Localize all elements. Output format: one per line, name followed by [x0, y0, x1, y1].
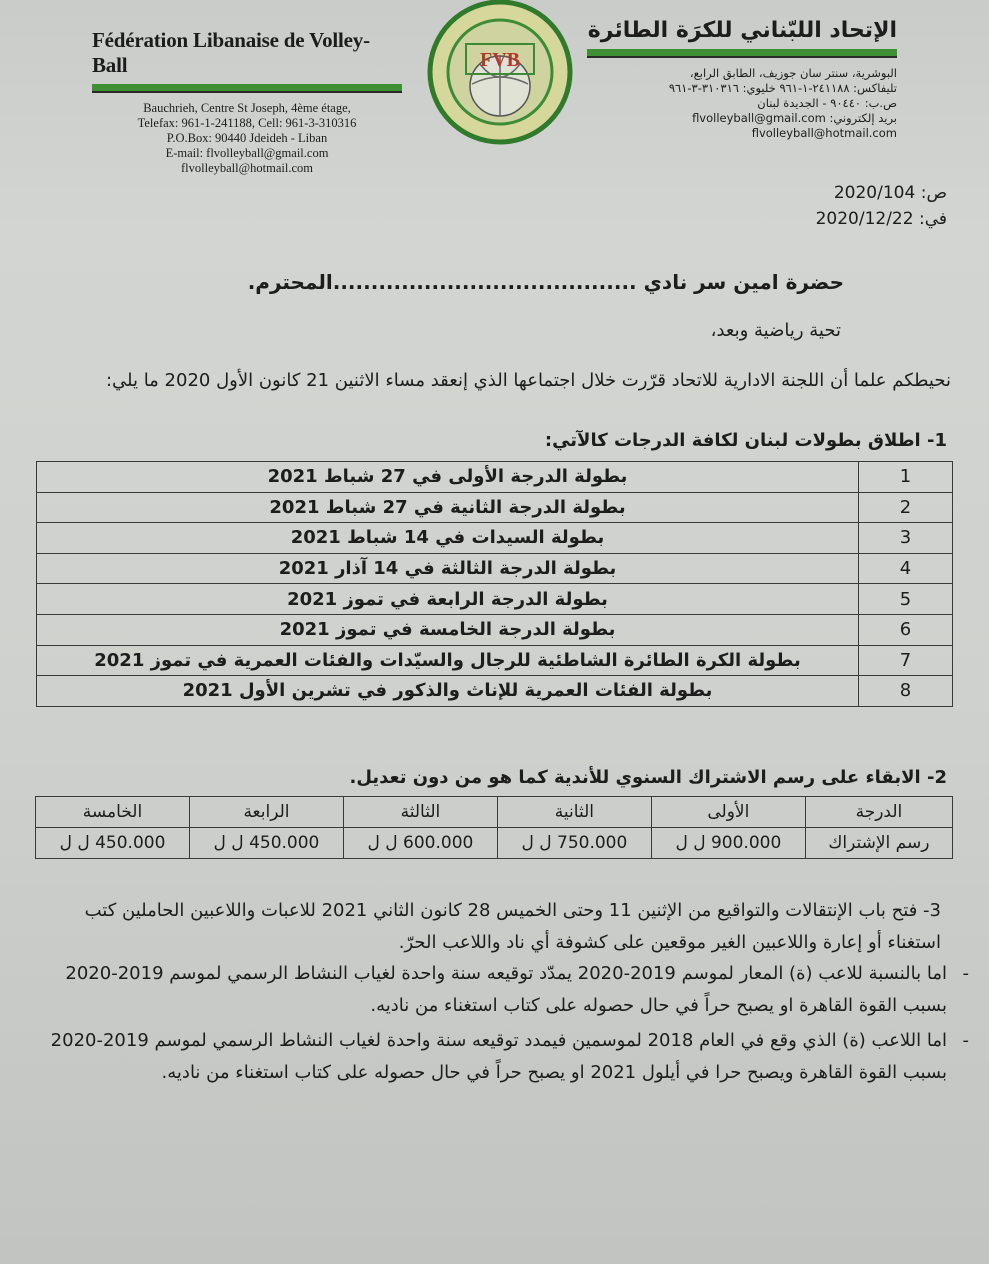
row-number: 8 — [859, 676, 953, 707]
fees-cell: 450.000 ل ل — [189, 828, 343, 859]
pobox-ar: ص.ب: ٩٠٤٤٠ - الجديدة لبنان — [757, 96, 897, 110]
row-number: 6 — [859, 614, 953, 645]
email-label-ar: بريد إلكتروني: — [829, 111, 897, 125]
row-number: 1 — [859, 462, 953, 493]
table-row — [37, 523, 953, 554]
address-fr: Bauchrieh, Centre St Joseph, 4ème étage, — [143, 101, 351, 115]
federation-name-fr: Fédération Libanaise de Volley-Ball — [92, 28, 370, 77]
fees-header-cell: الثانية — [497, 797, 651, 828]
bullet-mark: - — [962, 963, 969, 984]
ref-date: 2020/12/22 — [815, 209, 914, 229]
section2-title: 2- الابقاء على رسم الاشتراك السنوي للأندية كما هو من دون تعديل. — [349, 767, 947, 788]
fees-header-cell: الثالثة — [343, 797, 497, 828]
table-row — [37, 462, 953, 493]
contact-block-ar — [587, 66, 897, 141]
bullet-mark: - — [962, 1030, 969, 1051]
table-row — [36, 828, 953, 859]
telefax-fr: Telefax: 961-1-241188, Cell: 961-3-310316 — [137, 116, 357, 130]
fees-cell: 750.000 ل ل — [497, 828, 651, 859]
header-divider-bar-ar — [587, 49, 897, 58]
fees-header-cell: الدرجة — [805, 797, 952, 828]
fees-cell: 450.000 ل ل — [36, 828, 190, 859]
championship-text: بطولة السيدات في 14 شباط 2021 — [37, 523, 859, 554]
table-row — [37, 676, 953, 707]
reference-block — [816, 180, 947, 232]
fees-header-cell: الخامسة — [36, 797, 190, 828]
table-row — [37, 614, 953, 645]
bullet-paragraph-2 — [36, 1025, 969, 1089]
intro-paragraph: نحيطكم علما أن اللجنة الادارية للاتحاد قرّرت خلال اجتماعها الذي إنعقد مساء الاثنين 21 كانون الأول 2020 ما يلي: — [105, 370, 951, 391]
email1-value-ar: flvolleyball@gmail.com — [692, 111, 826, 125]
fees-cell: رسم الإشتراك — [805, 828, 952, 859]
championship-text: بطولة الدرجة الخامسة في تموز 2021 — [37, 614, 859, 645]
table-row — [37, 645, 953, 676]
phone-ar: تليفاكس: ٢٤١١٨٨-١-٩٦١ خليوي: ٣١٠٣١٦-٣-٩٦١ — [668, 81, 897, 95]
ref-number-label: ص: — [920, 183, 947, 203]
federation-name-ar: الإتحاد اللبّناني للكرَة الطائرة — [587, 18, 897, 43]
championship-text: بطولة الدرجة الثانية في 27 شباط 2021 — [37, 492, 859, 523]
email2-ar: flvolleyball@hotmail.com — [751, 126, 897, 140]
arabic-letterhead — [587, 18, 897, 141]
pobox-fr: P.O.Box: 90440 Jdeideh - Liban — [166, 131, 328, 145]
table-row — [37, 584, 953, 615]
championships-table — [36, 461, 953, 707]
fees-header-cell: الأولى — [651, 797, 805, 828]
championship-text: بطولة الدرجة الثالثة في 14 آذار 2021 — [37, 553, 859, 584]
salutation: تحية رياضية وبعد، — [710, 320, 841, 341]
bullet-text-1: اما بالنسبة للاعب (ة) المعار لموسم 2019-2020 يمدّد توقيعه سنة واحدة لغياب النشاط الرسمي لموسم 2019-2020 بسبب القوة القاهرة او يصبح حراً في حال حصوله على كتاب استغناء من ناديه. — [65, 963, 947, 1016]
fees-header-cell: الرابعة — [189, 797, 343, 828]
ref-number: 2020/104 — [833, 183, 916, 203]
federation-logo — [420, 0, 580, 150]
recipient-greeting: حضرة امين سر نادي ........................................المحترم. — [247, 270, 844, 294]
table-row — [36, 797, 953, 828]
fees-cell: 900.000 ل ل — [651, 828, 805, 859]
fees-table — [35, 796, 953, 859]
section3-paragraph: 3- فتح باب الإنتقالات والتواقيع من الإثنين 11 وحتى الخميس 28 كانون الثاني 2021 للاعبات واللاعبين الحاملين كتب استغناء أو إعارة واللاعبين الغير موقعين على كشوفة أي ناد واللاعب الحرّ. — [84, 900, 941, 953]
row-number: 3 — [859, 523, 953, 554]
championship-text: بطولة الدرجة الرابعة في تموز 2021 — [37, 584, 859, 615]
row-number: 7 — [859, 645, 953, 676]
row-number: 5 — [859, 584, 953, 615]
address-ar: البوشرية، سنتر سان جوزيف، الطابق الرابع، — [689, 66, 897, 80]
championship-text: بطولة الفئات العمرية للإناث والذكور في تشرين الأول 2021 — [37, 676, 859, 707]
email1-fr: E-mail: flvolleyball@gmail.com — [165, 146, 329, 160]
row-number: 4 — [859, 553, 953, 584]
email1-ar — [587, 111, 897, 126]
championship-text: بطولة الدرجة الأولى في 27 شباط 2021 — [37, 462, 859, 493]
logo-text: FVB — [480, 49, 520, 71]
contact-block-fr — [92, 101, 402, 176]
bullet-paragraph-1 — [36, 958, 969, 1022]
championship-text: بطولة الكرة الطائرة الشاطئية للرجال والسيّدات والفئات العمرية في تموز 2021 — [37, 645, 859, 676]
email2-fr: flvolleyball@hotmail.com — [181, 161, 313, 175]
section1-title: 1- اطلاق بطولات لبنان لكافة الدرجات كالآتي: — [544, 430, 947, 451]
row-number: 2 — [859, 492, 953, 523]
header-divider-bar — [92, 84, 402, 93]
fees-cell: 600.000 ل ل — [343, 828, 497, 859]
table-row — [37, 492, 953, 523]
bullet-text-2: اما اللاعب (ة) الذي وقع في العام 2018 لموسمين فيمدد توقيعه سنة واحدة لغياب النشاط الرسمي لموسم 2019-2020 بسبب القوة القاهرة ويصبح حرا في أيلول 2021 او يصبح حراً في حال حصوله على كتاب استغناء من ناديه. — [50, 1030, 947, 1083]
ref-date-label: في: — [918, 209, 947, 229]
table-row — [37, 553, 953, 584]
french-letterhead — [92, 28, 402, 176]
